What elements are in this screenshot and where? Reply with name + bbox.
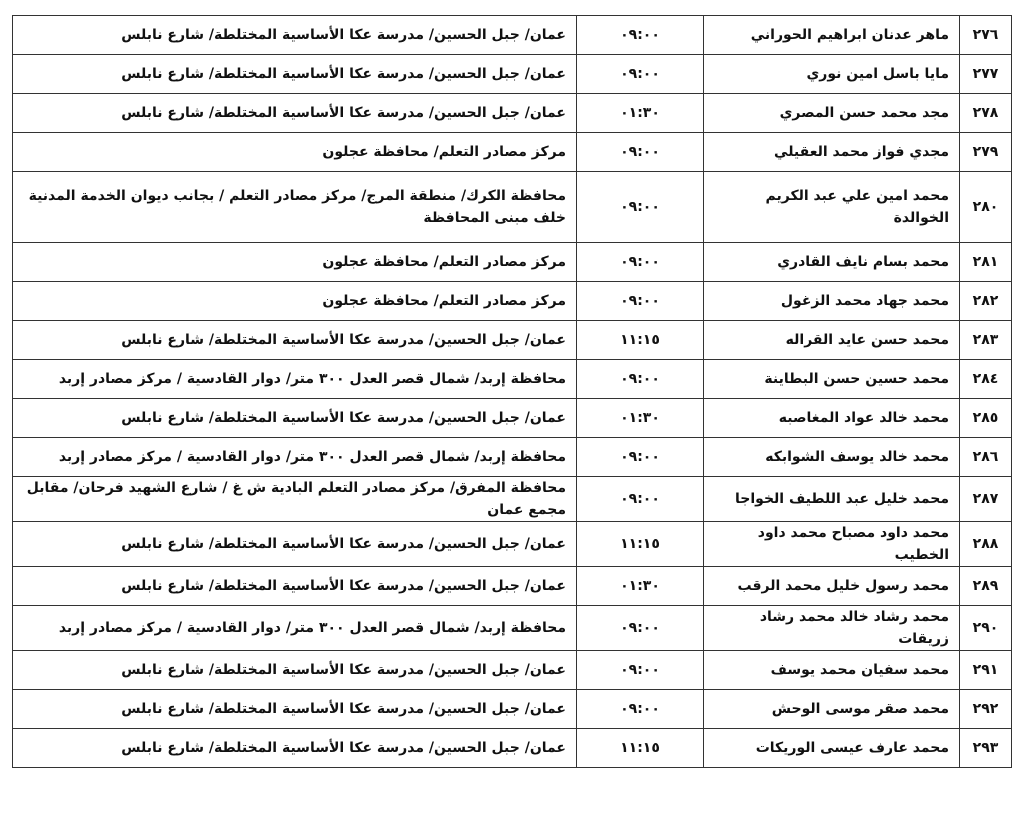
row-number: ٢٨٢ [960,282,1012,321]
table-row [13,522,1012,567]
candidate-name: محمد بسام نايف القادري [704,243,960,282]
exam-time: ٠٩:٠٠ [577,55,704,94]
table-row [13,360,1012,399]
candidate-name: محمد صقر موسى الوحش [704,690,960,729]
row-number: ٢٩٠ [960,606,1012,651]
row-number: ٢٧٦ [960,16,1012,55]
exam-location: محافظة الكرك/ منطقة المرج/ مركز مصادر التعلم / بجانب ديوان الخدمة المدنية خلف مبنى المحافظة [13,172,577,243]
schedule-table [12,15,1012,768]
exam-location: مركز مصادر التعلم/ محافظة عجلون [13,243,577,282]
exam-time: ٠٩:٠٠ [577,438,704,477]
exam-location: عمان/ جبل الحسين/ مدرسة عكا الأساسية المختلطة/ شارع نابلس [13,690,577,729]
row-number: ٢٨٠ [960,172,1012,243]
candidate-name: محمد خالد يوسف الشوابكه [704,438,960,477]
candidate-name: محمد داود مصباح محمد داود الخطيب [704,522,960,567]
schedule-table-body [13,16,1012,768]
candidate-name: محمد خليل عبد اللطيف الخواجا [704,477,960,522]
table-row [13,399,1012,438]
table-row [13,282,1012,321]
exam-time: ٠٩:٠٠ [577,690,704,729]
exam-location: عمان/ جبل الحسين/ مدرسة عكا الأساسية المختلطة/ شارع نابلس [13,94,577,133]
candidate-name: محمد جهاد محمد الزغول [704,282,960,321]
candidate-name: مجد محمد حسن المصري [704,94,960,133]
exam-time: ٠١:٣٠ [577,399,704,438]
exam-location: محافظة إربد/ شمال قصر العدل ٣٠٠ متر/ دوار القادسية / مركز مصادر إربد [13,360,577,399]
exam-location: محافظة المفرق/ مركز مصادر التعلم البادية ش غ / شارع الشهيد فرحان/ مقابل مجمع عمان [13,477,577,522]
row-number: ٢٨٥ [960,399,1012,438]
exam-location: محافظة إربد/ شمال قصر العدل ٣٠٠ متر/ دوار القادسية / مركز مصادر إربد [13,438,577,477]
candidate-name: محمد رسول خليل محمد الرقب [704,567,960,606]
row-number: ٢٨٦ [960,438,1012,477]
table-row [13,477,1012,522]
exam-time: ١١:١٥ [577,321,704,360]
table-row [13,55,1012,94]
table-row [13,690,1012,729]
exam-location: عمان/ جبل الحسين/ مدرسة عكا الأساسية المختلطة/ شارع نابلس [13,16,577,55]
exam-time: ١١:١٥ [577,522,704,567]
exam-time: ٠٩:٠٠ [577,360,704,399]
exam-location: عمان/ جبل الحسين/ مدرسة عكا الأساسية المختلطة/ شارع نابلس [13,321,577,360]
candidate-name: مايا باسل امين نوري [704,55,960,94]
row-number: ٢٨٨ [960,522,1012,567]
candidate-name: محمد حسن عايد القراله [704,321,960,360]
exam-time: ٠٩:٠٠ [577,172,704,243]
table-row [13,94,1012,133]
exam-location: عمان/ جبل الحسين/ مدرسة عكا الأساسية المختلطة/ شارع نابلس [13,55,577,94]
row-number: ٢٨١ [960,243,1012,282]
candidate-name: محمد عارف عيسى الوريكات [704,729,960,768]
table-row [13,438,1012,477]
exam-time: ٠١:٣٠ [577,567,704,606]
candidate-name: محمد خالد عواد المغاصبه [704,399,960,438]
table-row [13,729,1012,768]
exam-location: عمان/ جبل الحسين/ مدرسة عكا الأساسية المختلطة/ شارع نابلس [13,651,577,690]
row-number: ٢٧٧ [960,55,1012,94]
candidate-name: محمد سفيان محمد يوسف [704,651,960,690]
exam-time: ٠٩:٠٠ [577,606,704,651]
exam-time: ١١:١٥ [577,729,704,768]
exam-location: مركز مصادر التعلم/ محافظة عجلون [13,282,577,321]
table-row [13,321,1012,360]
table-row [13,16,1012,55]
exam-location: عمان/ جبل الحسين/ مدرسة عكا الأساسية المختلطة/ شارع نابلس [13,567,577,606]
row-number: ٢٨٤ [960,360,1012,399]
exam-location: عمان/ جبل الحسين/ مدرسة عكا الأساسية المختلطة/ شارع نابلس [13,522,577,567]
exam-location: عمان/ جبل الحسين/ مدرسة عكا الأساسية المختلطة/ شارع نابلس [13,399,577,438]
exam-time: ٠٩:٠٠ [577,651,704,690]
row-number: ٢٩٣ [960,729,1012,768]
row-number: ٢٩١ [960,651,1012,690]
candidate-name: ماهر عدنان ابراهيم الحوراني [704,16,960,55]
exam-location: عمان/ جبل الحسين/ مدرسة عكا الأساسية المختلطة/ شارع نابلس [13,729,577,768]
row-number: ٢٧٩ [960,133,1012,172]
candidate-name: مجدي فواز محمد العقيلي [704,133,960,172]
row-number: ٢٧٨ [960,94,1012,133]
table-row [13,172,1012,243]
exam-time: ٠٩:٠٠ [577,477,704,522]
candidate-name: محمد امين علي عبد الكريم الخوالدة [704,172,960,243]
table-row [13,567,1012,606]
exam-time: ٠٩:٠٠ [577,243,704,282]
table-row [13,606,1012,651]
table-row [13,651,1012,690]
row-number: ٢٩٢ [960,690,1012,729]
row-number: ٢٨٣ [960,321,1012,360]
exam-time: ٠٩:٠٠ [577,133,704,172]
exam-location: محافظة إربد/ شمال قصر العدل ٣٠٠ متر/ دوار القادسية / مركز مصادر إربد [13,606,577,651]
exam-location: مركز مصادر التعلم/ محافظة عجلون [13,133,577,172]
table-row [13,133,1012,172]
exam-time: ٠٩:٠٠ [577,282,704,321]
candidate-name: محمد حسين حسن البطاينة [704,360,960,399]
row-number: ٢٨٧ [960,477,1012,522]
row-number: ٢٨٩ [960,567,1012,606]
candidate-name: محمد رشاد خالد محمد رشاد زريقات [704,606,960,651]
exam-time: ٠١:٣٠ [577,94,704,133]
table-row [13,243,1012,282]
exam-time: ٠٩:٠٠ [577,16,704,55]
